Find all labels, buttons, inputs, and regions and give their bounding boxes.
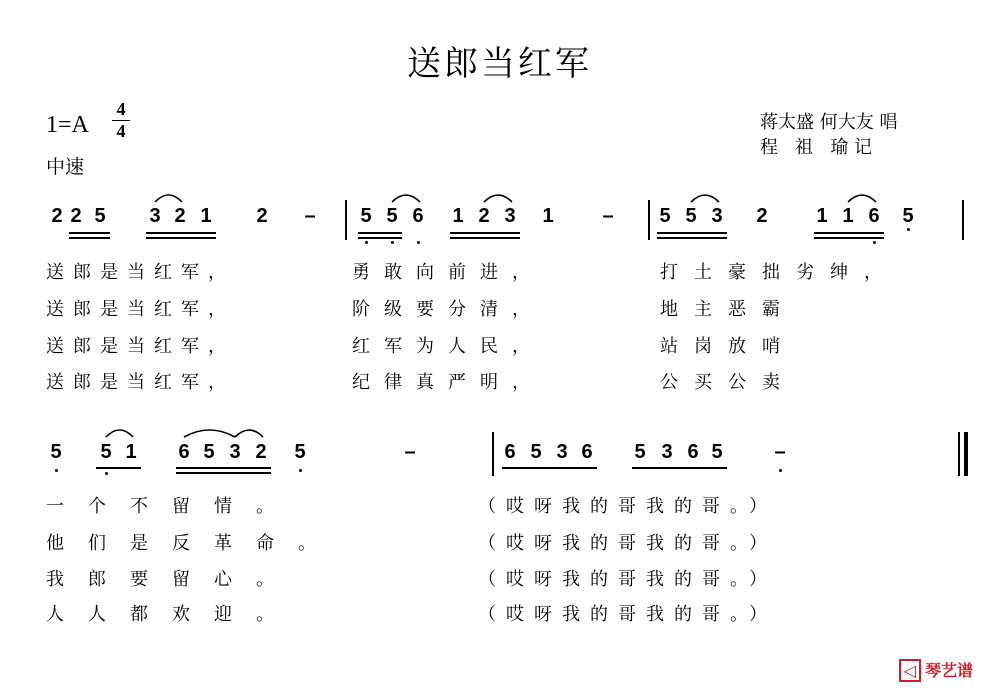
watermark-text: 琴艺谱 (924, 661, 973, 680)
watermark-logo (899, 658, 973, 682)
beam-line1-4 (358, 232, 402, 234)
note-line2-16: 6 (687, 441, 699, 463)
note-line2-17: 5 (711, 441, 723, 463)
note-line1-17: 5 (659, 205, 671, 227)
beam-line1-9 (657, 237, 727, 239)
note-line1-15: 1 (542, 205, 554, 227)
note-line2-18: – (774, 441, 786, 463)
note-line1-24: 5 (902, 205, 914, 227)
song-title: 送郎当红军 (407, 44, 592, 84)
note-line1-23: 6 (868, 205, 880, 227)
note-line2-7: 2 (255, 441, 267, 463)
slur-line1-2 (482, 190, 514, 204)
note-line2-2: 5 (100, 441, 112, 463)
lyric-line1-verse2-phrase2: 阶级要分清， (352, 299, 544, 320)
lyric-line1-verse3-phrase3: 站岗放哨 (660, 336, 796, 357)
note-line1-18: 5 (685, 205, 697, 227)
lyric-line2-verse4-phrase1: 人人都欢迎。 (46, 604, 298, 625)
beam-line1-2 (146, 232, 216, 234)
octave-dot-line1-2 (417, 241, 420, 244)
note-line1-1: 2 (51, 205, 63, 227)
barline-1 (345, 200, 347, 240)
beam-line2-4 (632, 467, 727, 469)
octave-dot-line1-0 (365, 241, 368, 244)
slur-line1-1 (390, 190, 422, 204)
lyric-line2-verse3-phrase2: （哎呀我的哥我的哥。） (478, 569, 777, 590)
note-line1-7: 2 (256, 205, 268, 227)
lyric-line2-verse2-phrase1: 他们是反革命。 (46, 533, 340, 554)
octave-dot-line2-1 (105, 472, 108, 475)
note-line1-10: 5 (386, 205, 398, 227)
logo-icon: ◁ (899, 659, 921, 682)
lyric-line2-verse1-phrase1: 一个不留情。 (46, 496, 298, 517)
note-line1-19: 3 (711, 205, 723, 227)
slur-line1-0 (153, 190, 184, 204)
octave-dot-line2-3 (779, 469, 782, 472)
note-line1-14: 3 (504, 205, 516, 227)
lyric-line1-verse3-phrase2: 红军为人民， (352, 336, 544, 357)
beam-line1-6 (450, 232, 520, 234)
lyric-line1-verse3-phrase1: 送郎是当红军， (46, 336, 235, 357)
barline-4 (492, 432, 494, 476)
beam-line1-5 (358, 237, 402, 239)
note-line1-11: 6 (412, 205, 424, 227)
lyric-line1-verse4-phrase3: 公买公卖 (660, 372, 796, 393)
note-line2-10: 6 (504, 441, 516, 463)
note-line2-3: 1 (125, 441, 137, 463)
note-line2-14: 5 (634, 441, 646, 463)
note-line1-21: 1 (816, 205, 828, 227)
lyric-line1-verse1-phrase3: 打土豪拙劣绅， (660, 262, 898, 283)
beam-line2-2 (176, 472, 271, 474)
lyric-line1-verse2-phrase3: 地主恶霸 (660, 299, 796, 320)
beam-line1-1 (69, 237, 110, 239)
note-line1-6: 1 (200, 205, 212, 227)
note-line1-8: – (304, 205, 316, 227)
lyric-line2-verse3-phrase1: 我郎要留心。 (46, 569, 298, 590)
slur-line2-0 (104, 425, 135, 439)
lyric-line2-verse2-phrase2: （哎呀我的哥我的哥。） (478, 533, 777, 554)
octave-dot-line1-1 (391, 241, 394, 244)
time-signature-bottom: 4 (116, 121, 126, 141)
note-line2-12: 3 (556, 441, 568, 463)
note-line2-13: 6 (581, 441, 593, 463)
lyric-line2-verse1-phrase2: （哎呀我的哥我的哥。） (478, 496, 777, 517)
note-line1-22: 1 (842, 205, 854, 227)
slur-line1-3 (689, 190, 721, 204)
note-line1-13: 2 (478, 205, 490, 227)
beam-line1-11 (814, 237, 884, 239)
note-line1-16: – (602, 205, 614, 227)
time-signature-top: 4 (116, 99, 126, 119)
barline-3 (962, 200, 964, 240)
lyric-line1-verse2-phrase1: 送郎是当红军， (46, 299, 235, 320)
note-line2-6: 3 (229, 441, 241, 463)
slur-line2-1 (182, 425, 237, 439)
final-barline-thick (964, 432, 968, 476)
slur-line1-4 (846, 190, 878, 204)
note-line1-20: 2 (756, 205, 768, 227)
note-line2-8: 5 (294, 441, 306, 463)
note-line1-2: 2 (70, 205, 82, 227)
note-line2-1: 5 (50, 441, 62, 463)
beam-line2-3 (502, 467, 597, 469)
octave-dot-line2-2 (299, 469, 302, 472)
octave-dot-line1-3 (873, 241, 876, 244)
tempo-marking: 中速 (46, 156, 85, 178)
final-barline-thin (958, 432, 960, 476)
octave-dot-line2-0 (55, 469, 58, 472)
note-line1-5: 2 (174, 205, 186, 227)
beam-line2-1 (176, 467, 271, 469)
beam-line1-10 (814, 232, 884, 234)
note-line1-3: 5 (94, 205, 106, 227)
beam-line1-0 (69, 232, 110, 234)
singers-credit: 蒋太盛 何大友 唱 (760, 112, 898, 133)
barline-2 (648, 200, 650, 240)
beam-line1-3 (146, 237, 216, 239)
note-line1-4: 3 (149, 205, 161, 227)
lyric-line1-verse4-phrase1: 送郎是当红军， (46, 372, 235, 393)
note-line2-11: 5 (530, 441, 542, 463)
note-line2-5: 5 (203, 441, 215, 463)
octave-dot-line1-4 (907, 228, 910, 231)
lyric-line2-verse4-phrase2: （哎呀我的哥我的哥。） (478, 604, 777, 625)
key-signature: 1=A (46, 112, 89, 138)
lyric-line1-verse1-phrase2: 勇敢向前进， (352, 262, 544, 283)
note-line1-12: 1 (452, 205, 464, 227)
time-signature (112, 100, 130, 141)
note-line2-4: 6 (178, 441, 190, 463)
beam-line1-8 (657, 232, 727, 234)
note-line2-15: 3 (661, 441, 673, 463)
note-line2-9: – (404, 441, 416, 463)
beam-line1-7 (450, 237, 520, 239)
beam-line2-0 (96, 467, 141, 469)
note-line1-9: 5 (360, 205, 372, 227)
lyric-line1-verse4-phrase2: 纪律真严明， (352, 372, 544, 393)
recorder-credit: 程 祖 瑜 记 (760, 137, 873, 158)
slur-line2-2 (233, 425, 265, 439)
lyric-line1-verse1-phrase1: 送郎是当红军， (46, 262, 235, 283)
